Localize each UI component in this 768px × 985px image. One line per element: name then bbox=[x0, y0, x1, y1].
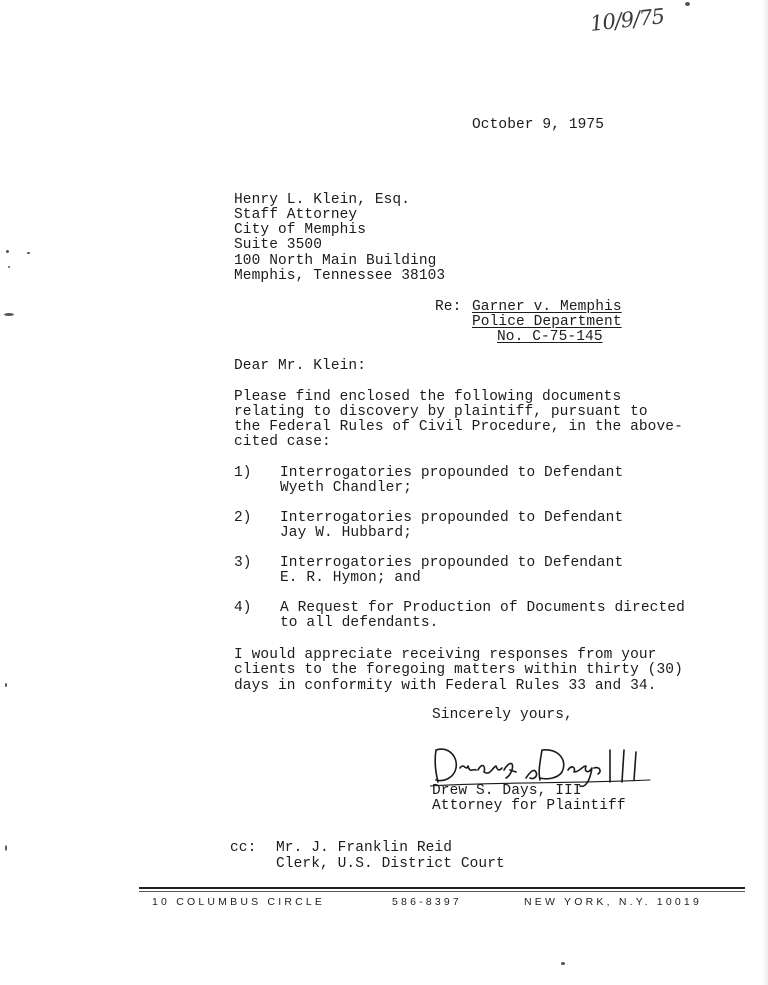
cc-label: cc: bbox=[230, 840, 257, 856]
closing-line: I would appreciate receiving responses from your bbox=[234, 647, 657, 663]
list-item-number: 2) bbox=[234, 510, 252, 526]
list-item-number: 1) bbox=[234, 465, 252, 481]
recipient-title: Staff Attorney bbox=[234, 207, 358, 223]
scan-speck bbox=[6, 250, 9, 253]
letter-date: October 9, 1975 bbox=[472, 117, 605, 133]
recipient-building: 100 North Main Building bbox=[234, 253, 437, 269]
signer-role: Attorney for Plaintiff bbox=[432, 798, 626, 814]
closing-line: days in conformity with Federal Rules 33 and 34. bbox=[234, 678, 657, 694]
scan-speck bbox=[27, 252, 30, 254]
list-item-line: Jay W. Hubbard; bbox=[280, 525, 413, 541]
recipient-city: Memphis, Tennessee 38103 bbox=[234, 268, 446, 284]
list-item-line: Interrogatories propounded to Defendant bbox=[280, 465, 624, 481]
footer-city: NEW YORK, N.Y. 10019 bbox=[524, 896, 702, 908]
intro-line: Please find enclosed the following documents bbox=[234, 389, 622, 405]
sign-off: Sincerely yours, bbox=[432, 707, 573, 723]
signer-name: Drew S. Days, III bbox=[432, 783, 582, 799]
footer-address: 10 COLUMBUS CIRCLE bbox=[152, 896, 326, 908]
footer-rule-thin bbox=[139, 891, 745, 892]
scan-speck bbox=[5, 683, 7, 687]
re-case-line2: Police Department bbox=[472, 314, 622, 330]
cc-recipient-title: Clerk, U.S. District Court bbox=[276, 856, 505, 872]
list-item-number: 4) bbox=[234, 600, 252, 616]
intro-line: cited case: bbox=[234, 434, 331, 450]
cc-recipient-name: Mr. J. Franklin Reid bbox=[276, 840, 453, 856]
salutation: Dear Mr. Klein: bbox=[234, 358, 367, 374]
list-item-line: E. R. Hymon; and bbox=[280, 570, 421, 586]
list-item-line: Interrogatories propounded to Defendant bbox=[280, 555, 624, 571]
footer-phone: 586-8397 bbox=[392, 896, 462, 908]
re-label: Re: bbox=[435, 299, 462, 315]
recipient-name: Henry L. Klein, Esq. bbox=[234, 192, 411, 208]
scan-speck bbox=[561, 962, 565, 965]
intro-line: the Federal Rules of Civil Procedure, in the above- bbox=[234, 419, 683, 435]
list-item-line: Wyeth Chandler; bbox=[280, 480, 413, 496]
list-item-line: A Request for Production of Documents directed bbox=[280, 600, 685, 616]
scan-speck bbox=[685, 2, 690, 6]
recipient-suite: Suite 3500 bbox=[234, 237, 323, 253]
scan-speck bbox=[5, 845, 7, 851]
footer-rule bbox=[139, 887, 745, 889]
list-item-line: Interrogatories propounded to Defendant bbox=[280, 510, 624, 526]
recipient-org: City of Memphis bbox=[234, 222, 367, 238]
re-case-number: No. C-75-145 bbox=[497, 329, 603, 345]
intro-line: relating to discovery by plaintiff, pursuant to bbox=[234, 404, 648, 420]
scan-speck bbox=[8, 266, 10, 268]
handwritten-date: 10/9/75 bbox=[588, 4, 666, 36]
re-case-line1: Garner v. Memphis bbox=[472, 299, 622, 315]
list-item-line: to all defendants. bbox=[280, 615, 439, 631]
list-item-number: 3) bbox=[234, 555, 252, 571]
scan-speck bbox=[4, 313, 14, 316]
page-edge bbox=[762, 0, 768, 985]
closing-line: clients to the foregoing matters within thirty (30) bbox=[234, 662, 683, 678]
